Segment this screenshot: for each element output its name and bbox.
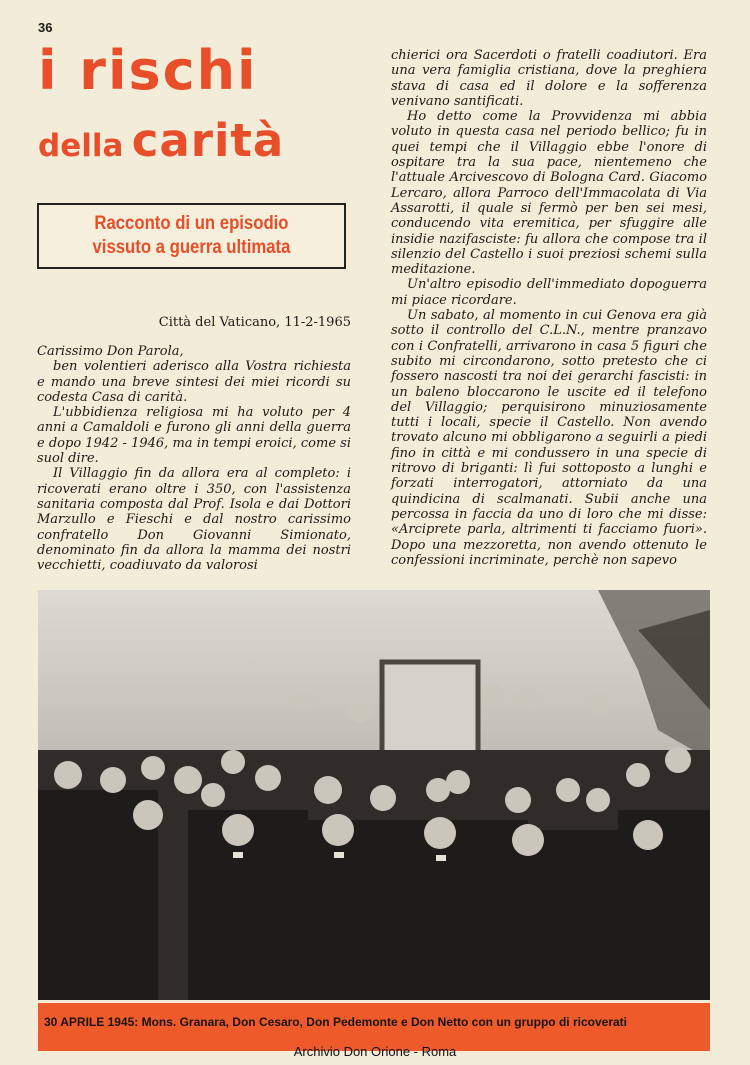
dateline: Città del Vaticano, 11-2-1965 xyxy=(158,315,351,330)
title-line-2-big: carità xyxy=(131,114,285,167)
title-line-2 xyxy=(38,114,285,167)
left-column-text xyxy=(37,344,351,573)
photo-caption: 30 APRILE 1945: Mons. Granara, Don Cesaro, Don Pedemonte e Don Netto con un gruppo di ricoverati xyxy=(38,1003,710,1051)
paragraph: Un sabato, al momento in cui Genova era già sotto il controllo del C.L.N., mentre pranzavo con i Confratelli, arrivarono in casa 5 figuri che subito mi circondarono, sotto pretesto che ci fossero nascosti tra noi dei gerarchi fascisti: in un baleno bloccarono le uscite ed il telefono del Villaggio; perquisirono minuziosamente tutti i locali, specie il Castello. Non avendo trovato alcuno mi obbligarono a seguirli a piedi fino in città e mi condussero in una specie di ritrovo di briganti: lì fui sottoposto a lunghi e forzati interrogatori, attorniato da una quindicina di scalmanati. Subii anche una percossa in faccia da uno di loro che mi disse: «Arciprete parla, altrimenti ti facciamo fuori». Dopo una mezzoretta, non avendo ottenuto le confessioni incriminate, perchè non sapevo xyxy=(391,308,707,568)
group-photo-illustration xyxy=(38,590,710,1000)
paragraph: Ho detto come la Provvidenza mi abbia voluto in questa casa nel periodo bellico; fu in quei tempi che il Villaggio ebbe l'onore di ospitare tra la sua pace, nientemeno che l'attuale Arcivescovo di Bologna Card. Giacomo Lercaro, allora Parroco dell'Immacolata di Via Assarotti, il quale si fermò per ben sei mesi, conducendo vita eremitica, per sfuggire alle insidie nazifasciste: fu allora che compose tra il silenzio del Castello i suoi preziosi schemi sulla meditazione. xyxy=(391,109,707,278)
framed-picture xyxy=(382,662,478,764)
right-column xyxy=(391,48,707,568)
left-column xyxy=(37,315,351,573)
subtitle-line-1: Racconto di un episodio xyxy=(94,213,289,235)
subtitle xyxy=(93,212,291,260)
archive-watermark: Archivio Don Orione - Roma xyxy=(293,1044,457,1059)
paragraph: Il Villaggio fin da allora era al completo: i ricoverati erano oltre i 350, con l'assistenza sanitaria composta dal Prof. Isola e dai Dottori Marzullo e Fieschi e dal nostro carissimo confratello Don Giovanni Simionato, denominato fin da allora la mamma dei nostri vecchietti, coadiuvato da valorosi xyxy=(37,466,351,574)
title-line-1: i rischi xyxy=(38,39,258,102)
group-photo xyxy=(38,590,710,1000)
sky xyxy=(38,590,710,770)
title-line-2-small: della xyxy=(38,128,124,164)
salutation: Carissimo Don Parola, xyxy=(37,344,184,359)
paragraph: ben volentieri aderisco alla Vostra richiesta e mando una breve sintesi dei miei ricordi su codesta Casa di carità. xyxy=(37,359,351,405)
subtitle-box xyxy=(37,203,346,269)
page-number: 36 xyxy=(38,20,53,35)
paragraph: L'ubbidienza religiosa mi ha voluto per 4 anni a Camaldoli e furono gli anni della guerra e dopo 1942 - 1946, ma in tempi eroici, come si suol dire. xyxy=(37,405,351,467)
right-column-text xyxy=(391,48,707,568)
paragraph: Un'altro episodio dell'immediato dopoguerra mi piace ricordare. xyxy=(391,277,707,308)
paragraph: chierici ora Sacerdoti o fratelli coadiutori. Era una vera famiglia cristiana, dove la preghiera stava di casa ed il dolore e la sofferenza venivano santificati. xyxy=(391,48,707,109)
subtitle-line-2: vissuto a guerra ultimata xyxy=(92,237,291,258)
